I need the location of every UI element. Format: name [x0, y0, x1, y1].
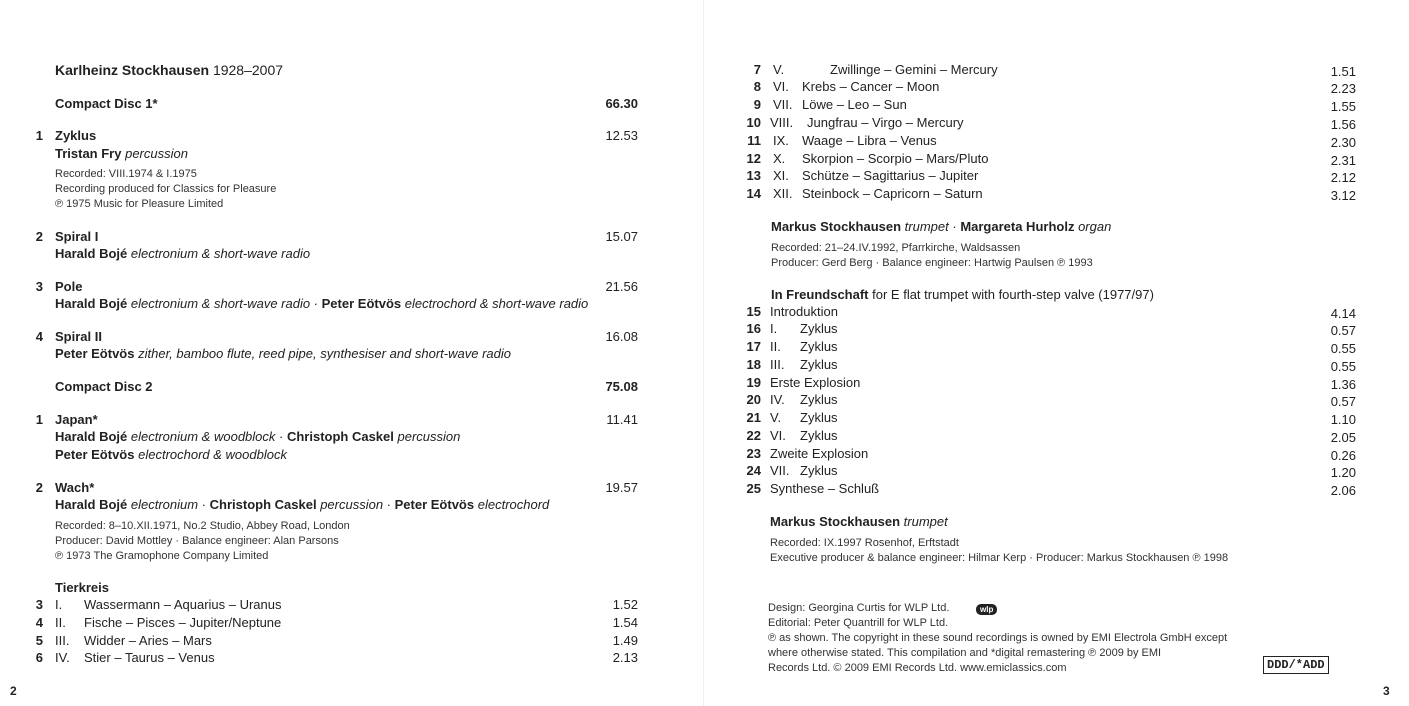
movement-title: Synthese – Schluß	[770, 481, 880, 496]
track-number: 1	[35, 412, 43, 427]
track-duration: 1.49	[612, 633, 638, 648]
track-duration: 2.13	[612, 650, 638, 665]
performer-role: zither, bamboo flute, reed pipe, synthesiser and short-wave radio	[138, 346, 511, 361]
movement-roman: II.	[55, 615, 66, 630]
credit-line: Recording produced for Classics for Pleasure	[55, 183, 277, 195]
movement-roman: VII.	[773, 97, 793, 112]
disc1-title: Compact Disc 1*	[55, 96, 158, 111]
performer-line	[771, 219, 1111, 234]
track-number: 3	[35, 279, 43, 294]
track-number: 14	[746, 186, 761, 201]
credit-line: Recorded: VIII.1974 & I.1975	[55, 168, 197, 180]
movement-title: Schütze – Sagittarius – Jupiter	[802, 168, 979, 183]
track-duration: 1.56	[1330, 117, 1356, 132]
copyright-line: ℗ as shown. The copyright in these sound recordings is owned by EMI Electrola GmbH except	[768, 632, 1228, 644]
credit-line: Recorded: IX.1997 Rosenhof, Erftstadt	[770, 537, 959, 549]
left-page	[0, 0, 704, 706]
track-duration: 1.36	[1330, 377, 1356, 392]
movement-roman: III.	[770, 357, 785, 372]
track-number: 4	[35, 329, 43, 344]
performer-role: percussion ·	[320, 497, 391, 512]
movement-title: Jungfrau – Virgo – Mercury	[807, 115, 964, 130]
movement-title: Zyklus	[800, 410, 838, 425]
performer-name: Markus Stockhausen	[770, 514, 901, 529]
movement-title: Fische – Pisces – Jupiter/Neptune	[84, 615, 282, 630]
track-title: Wach*	[55, 480, 95, 495]
wlp-logo: wlp	[976, 604, 997, 615]
track-duration: 0.55	[1330, 359, 1356, 374]
track-duration: 12.53	[605, 128, 638, 143]
performer-name: Harald Bojé	[55, 497, 128, 512]
movement-roman: VI.	[770, 428, 786, 443]
movement-roman: VIII.	[770, 115, 794, 130]
track-number: 25	[746, 481, 761, 496]
track-duration: 11.41	[606, 412, 638, 427]
performer-name: Markus Stockhausen	[771, 219, 902, 234]
track-duration: 2.23	[1330, 81, 1356, 96]
performer-name: Christoph Caskel	[286, 429, 394, 444]
performer-name: Christoph Caskel	[209, 497, 317, 512]
copyright-line: where otherwise stated. This compilation and *digital remastering ℗ 2009 by EMI	[768, 647, 1162, 659]
performer-name: Peter Eötvös	[55, 447, 135, 462]
track-duration: 0.57	[1330, 394, 1356, 409]
copyright-line: Records Ltd. © 2009 EMI Records Ltd. www.emiclassics.com	[768, 662, 1067, 674]
movement-title: Krebs – Cancer – Moon	[802, 79, 940, 94]
disc2-title: Compact Disc 2	[55, 379, 153, 394]
movement-title: Steinbock – Capricorn – Saturn	[802, 186, 983, 201]
track-title: Japan*	[55, 412, 98, 427]
right-page	[704, 0, 1409, 706]
track-number: 20	[746, 392, 761, 407]
performer-line	[55, 429, 460, 444]
movement-roman: XI.	[773, 168, 789, 183]
movement-roman: IX.	[773, 133, 789, 148]
track-duration: 0.55	[1330, 341, 1356, 356]
track-duration: 19.57	[605, 480, 638, 495]
track-number: 1	[35, 128, 43, 143]
performer-line	[770, 514, 948, 529]
freundschaft-title: In Freundschaft	[771, 287, 869, 302]
track-number: 11	[747, 133, 761, 148]
performer-name: Peter Eötvös	[55, 346, 135, 361]
disc2-total: 75.08	[605, 379, 638, 394]
movement-roman: II.	[770, 339, 781, 354]
track-duration: 4.14	[1330, 306, 1356, 321]
performer-role: trumpet ·	[904, 219, 957, 234]
track-number: 21	[746, 410, 761, 425]
movement-title: Waage – Libra – Venus	[802, 133, 937, 148]
ddd-add-badge: DDD/*ADD	[1263, 656, 1329, 674]
movement-title: Zyklus	[800, 321, 838, 336]
movement-title: Zyklus	[800, 428, 838, 443]
composer-heading	[55, 62, 283, 78]
performer-role: electronium & short-wave radio ·	[130, 296, 319, 311]
credit-line: Producer: David Mottley · Balance engineer: Alan Parsons	[55, 535, 339, 547]
track-number: 17	[746, 339, 761, 354]
page-number: 3	[1383, 684, 1390, 698]
movement-title: Zwillinge – Gemini – Mercury	[830, 62, 998, 77]
track-duration: 2.06	[1330, 483, 1356, 498]
performer-line	[55, 146, 188, 161]
movement-roman: X.	[773, 151, 786, 166]
movement-title: Introduktion	[770, 304, 838, 319]
performer-role: electrochord	[477, 497, 550, 512]
track-title: Spiral I	[55, 229, 99, 244]
editorial-credit: Editorial: Peter Quantrill for WLP Ltd.	[768, 617, 949, 629]
movement-roman: VI.	[773, 79, 789, 94]
track-duration: 1.51	[1330, 64, 1356, 79]
track-title: Spiral II	[55, 329, 102, 344]
movement-title: Erste Explosion	[770, 375, 861, 390]
track-number: 23	[746, 446, 761, 461]
design-credit	[768, 602, 949, 614]
performer-line	[55, 296, 588, 311]
movement-roman: VII.	[770, 463, 790, 478]
track-number: 8	[753, 79, 761, 94]
freundschaft-subtitle: for E flat trumpet with fourth-step valve (1977/97)	[872, 287, 1154, 302]
track-duration: 16.08	[605, 329, 638, 344]
performer-name: Peter Eötvös	[394, 497, 475, 512]
performer-role: electronium & woodblock ·	[130, 429, 284, 444]
track-number: 16	[746, 321, 761, 336]
movement-roman: I.	[55, 597, 63, 612]
track-number: 12	[746, 151, 761, 166]
track-duration: 1.55	[1330, 99, 1356, 114]
performer-role: electronium & short-wave radio	[130, 246, 311, 261]
track-number: 6	[35, 650, 43, 665]
track-duration: 3.12	[1330, 188, 1356, 203]
track-duration: 1.52	[612, 597, 638, 612]
movement-roman: V.	[773, 62, 785, 77]
movement-roman: XII.	[773, 186, 793, 201]
track-number: 3	[35, 597, 43, 612]
movement-title: Zyklus	[800, 463, 838, 478]
track-duration: 15.07	[605, 229, 638, 244]
track-number: 19	[746, 375, 761, 390]
performer-line	[55, 447, 287, 462]
track-duration: 1.20	[1330, 465, 1356, 480]
performer-line	[55, 346, 511, 361]
movement-roman: V.	[770, 410, 782, 425]
track-duration: 2.30	[1330, 135, 1356, 150]
performer-line	[55, 497, 549, 512]
tierkreis-title: Tierkreis	[55, 580, 109, 595]
movement-title: Widder – Aries – Mars	[84, 633, 212, 648]
movement-title: Zyklus	[800, 357, 838, 372]
track-duration: 1.54	[612, 615, 638, 630]
composer-years: 1928–2007	[212, 62, 284, 78]
design-text: Design: Georgina Curtis for WLP Ltd.	[768, 602, 950, 614]
performer-role: trumpet	[903, 514, 948, 529]
performer-role: organ	[1078, 219, 1112, 234]
track-number: 13	[746, 168, 761, 183]
performer-role: percussion	[125, 146, 188, 161]
track-duration: 1.10	[1330, 412, 1356, 427]
track-number: 2	[35, 229, 43, 244]
movement-title: Skorpion – Scorpio – Mars/Pluto	[802, 151, 989, 166]
track-title: Pole	[55, 279, 83, 294]
credit-line: Producer: Gerd Berg · Balance engineer: Hartwig Paulsen ℗ 1993	[771, 257, 1093, 269]
page-number: 2	[10, 684, 17, 698]
track-number: 22	[746, 428, 761, 443]
track-duration: 0.26	[1330, 448, 1356, 463]
movement-title: Zweite Explosion	[770, 446, 869, 461]
track-number: 7	[753, 62, 761, 77]
track-number: 15	[746, 304, 761, 319]
track-duration: 21.56	[605, 279, 638, 294]
performer-name: Margareta Hurholz	[960, 219, 1075, 234]
movement-title: Zyklus	[800, 392, 838, 407]
freundschaft-heading	[771, 287, 1154, 302]
performer-line	[55, 246, 310, 261]
performer-role: percussion	[397, 429, 461, 444]
performer-role: electrochord & woodblock	[138, 447, 287, 462]
movement-title: Stier – Taurus – Venus	[84, 650, 215, 665]
credit-line: Recorded: 21–24.IV.1992, Pfarrkirche, Waldsassen	[771, 242, 1021, 254]
track-number: 24	[746, 463, 761, 478]
movement-title: Löwe – Leo – Sun	[802, 97, 907, 112]
track-number: 9	[753, 97, 761, 112]
credit-line: Executive producer & balance engineer: Hilmar Kerp · Producer: Markus Stockhausen ℗ 1998	[770, 552, 1229, 564]
performer-name: Harald Bojé	[55, 246, 128, 261]
credit-line: Recorded: 8–10.XII.1971, No.2 Studio, Abbey Road, London	[55, 520, 350, 532]
movement-title: Wassermann – Aquarius – Uranus	[84, 597, 282, 612]
movement-roman: III.	[55, 633, 70, 648]
track-number: 2	[35, 480, 43, 495]
movement-roman: IV.	[55, 650, 70, 665]
track-number: 18	[746, 357, 761, 372]
track-duration: 2.12	[1330, 170, 1356, 185]
disc1-total: 66.30	[605, 96, 638, 111]
performer-name: Peter Eötvös	[321, 296, 402, 311]
track-number: 4	[35, 615, 43, 630]
performer-name: Harald Bojé	[55, 296, 128, 311]
track-duration: 0.57	[1330, 323, 1356, 338]
performer-role: electronium ·	[130, 497, 207, 512]
credit-line: ℗ 1973 The Gramophone Company Limited	[55, 550, 269, 562]
performer-name: Tristan Fry	[55, 146, 122, 161]
movement-roman: I.	[770, 321, 778, 336]
track-title: Zyklus	[55, 128, 97, 143]
track-duration: 2.05	[1330, 430, 1356, 445]
performer-role: electrochord & short-wave radio	[404, 296, 589, 311]
credit-line: ℗ 1975 Music for Pleasure Limited	[55, 198, 224, 210]
track-number: 10	[746, 115, 761, 130]
track-number: 5	[35, 633, 43, 648]
performer-name: Harald Bojé	[55, 429, 128, 444]
composer-name: Karlheinz Stockhausen	[55, 62, 210, 78]
movement-title: Zyklus	[800, 339, 838, 354]
movement-roman: IV.	[770, 392, 785, 407]
track-duration: 2.31	[1330, 153, 1356, 168]
